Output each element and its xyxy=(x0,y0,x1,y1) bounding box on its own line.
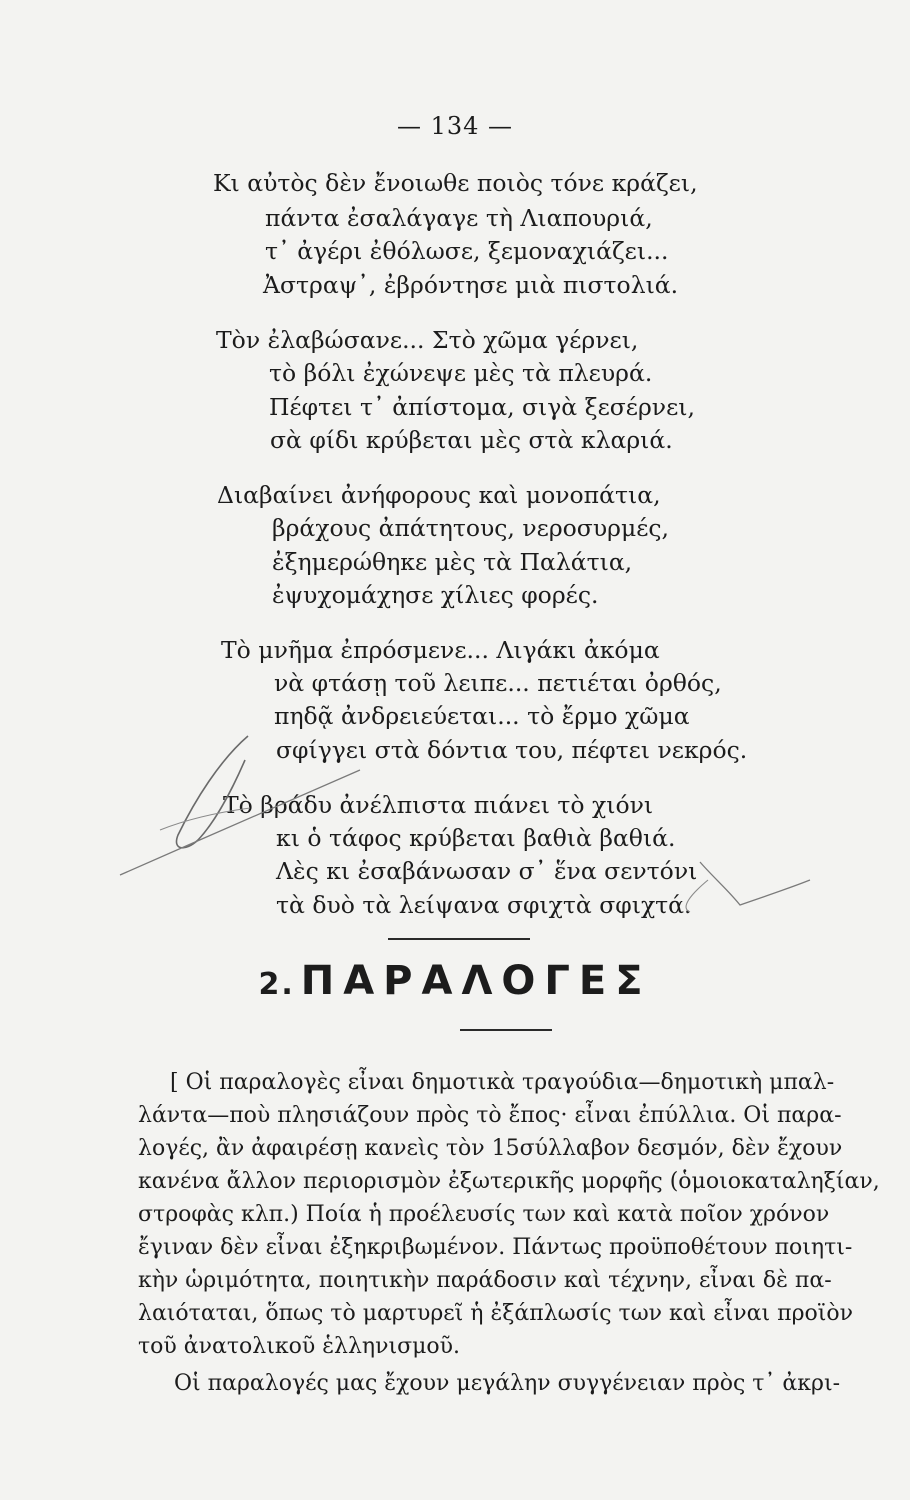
poem-line: Τὸ βράδυ ἀνέλπιστα πιάνει τὸ χιόνι xyxy=(223,791,654,819)
poem-line: Πέφτει τ᾿ ἀπίστομα, σιγὰ ξεσέρνει, xyxy=(269,393,695,421)
poem-line: σφίγγει στὰ δόντια του, πέφτει νεκρός. xyxy=(276,736,748,764)
poem-line: νὰ φτάσῃ τοῦ λειπε... πετιέται ὀρθός, xyxy=(274,669,722,697)
poem-line: τὸ βόλι ἐχώνεψε μὲς τὰ πλευρά. xyxy=(269,359,653,387)
prose-line: λαιόταται, ὅπως τὸ μαρτυρεῖ ἡ ἐξάπλωσίς των καὶ εἶναι προϊὸν xyxy=(138,1301,853,1326)
prose-line: τοῦ ἀνατολικοῦ ἑλληνισμοῦ. xyxy=(138,1334,461,1359)
poem-line: Τὸν ἐλαβώσανε... Στὸ χῶμα γέρνει, xyxy=(216,326,639,354)
poem-line: Λὲς κι ἐσαβάνωσαν σ᾿ ἕνα σεντόνι xyxy=(276,857,698,885)
poem-line: Διαβαίνει ἀνήφορους καὶ μονοπάτια, xyxy=(217,481,661,509)
prose-line: κανένα ἄλλον περιορισμὸν ἐξωτερικῆς μορφῆς (ὁμοιοκαταληξίαν, xyxy=(138,1169,880,1194)
poem-line: πηδᾷ ἀνδρειεύεται... τὸ ἔρμο χῶμα xyxy=(274,702,690,730)
poem-line: τὰ δυὸ τὰ λείψανα σφιχτὰ σφιχτά. xyxy=(276,891,692,919)
prose-line: [ Οἱ παραλογὲς εἶναι δημοτικὰ τραγούδια—δημοτικὴ μπαλ- xyxy=(170,1070,835,1095)
page-number: — 134 — xyxy=(396,112,514,140)
poem-line: σὰ φίδι κρύβεται μὲς στὰ κλαριά. xyxy=(270,426,673,454)
poem-line: ἐψυχομάχησε χίλιες φορές. xyxy=(272,581,599,609)
prose-line: Οἱ παραλογές μας ἔχουν μεγάλην συγγένειαν πρὸς τ᾿ ἀκρι- xyxy=(174,1371,841,1396)
poem-line: κι ὁ τάφος κρύβεται βαθιὰ βαθιά. xyxy=(276,824,676,852)
prose-line: στροφὰς κλπ.) Ποία ἡ προέλευσίς των καὶ κατὰ ποῖον χρόνον xyxy=(138,1202,830,1227)
prose-line: ἔγιναν δὲν εἶναι ἐξηκριβωμένον. Πάντως προϋποθέτουν ποιητι- xyxy=(138,1235,853,1260)
poem-line: Ἀστραψ᾿, ἐβρόντησε μιὰ πιστολιά. xyxy=(263,271,679,299)
prose-line: κὴν ὡριμότητα, ποιητικὴν παράδοσιν καὶ τέχνην, εἶναι δὲ πα- xyxy=(138,1268,832,1293)
pencil-stroke xyxy=(700,862,810,905)
pencil-stroke xyxy=(686,880,708,912)
poem-line: πάντα ἐσαλάγαγε τὴ Λιαπουριά, xyxy=(265,204,653,232)
pencil-stroke xyxy=(120,770,360,875)
poem-line: βράχους ἀπάτητους, νεροσυρμές, xyxy=(272,514,670,542)
poem-line: Τὸ μνῆμα ἐπρόσμενε... Λιγάκι ἀκόμα xyxy=(221,636,660,664)
poem-line: ἐξημερώθηκε μὲς τὰ Παλάτια, xyxy=(272,548,633,576)
poem-line: Κι αὐτὸς δὲν ἔνοιωθε ποιὸς τόνε κράζει, xyxy=(213,169,698,197)
prose-line: λάντα—ποὺ πλησιάζουν πρὸς τὸ ἔπος· εἶναι ἐπύλλια. Οἱ παρα- xyxy=(138,1103,842,1128)
section-heading: ΠΑΡΑΛΟΓΕΣ xyxy=(300,958,652,1004)
pencil-stroke xyxy=(160,808,250,830)
prose-line: λογές, ἂν ἀφαιρέσῃ κανεὶς τὸν 15σύλλαβον δεσμόν, δὲν ἔχουν xyxy=(138,1136,843,1161)
pencil-stroke xyxy=(176,736,248,848)
section-number: 2. xyxy=(258,967,295,1002)
poem-line: τ᾿ ἀγέρι ἐθόλωσε, ξεμοναχιάζει... xyxy=(265,237,669,265)
